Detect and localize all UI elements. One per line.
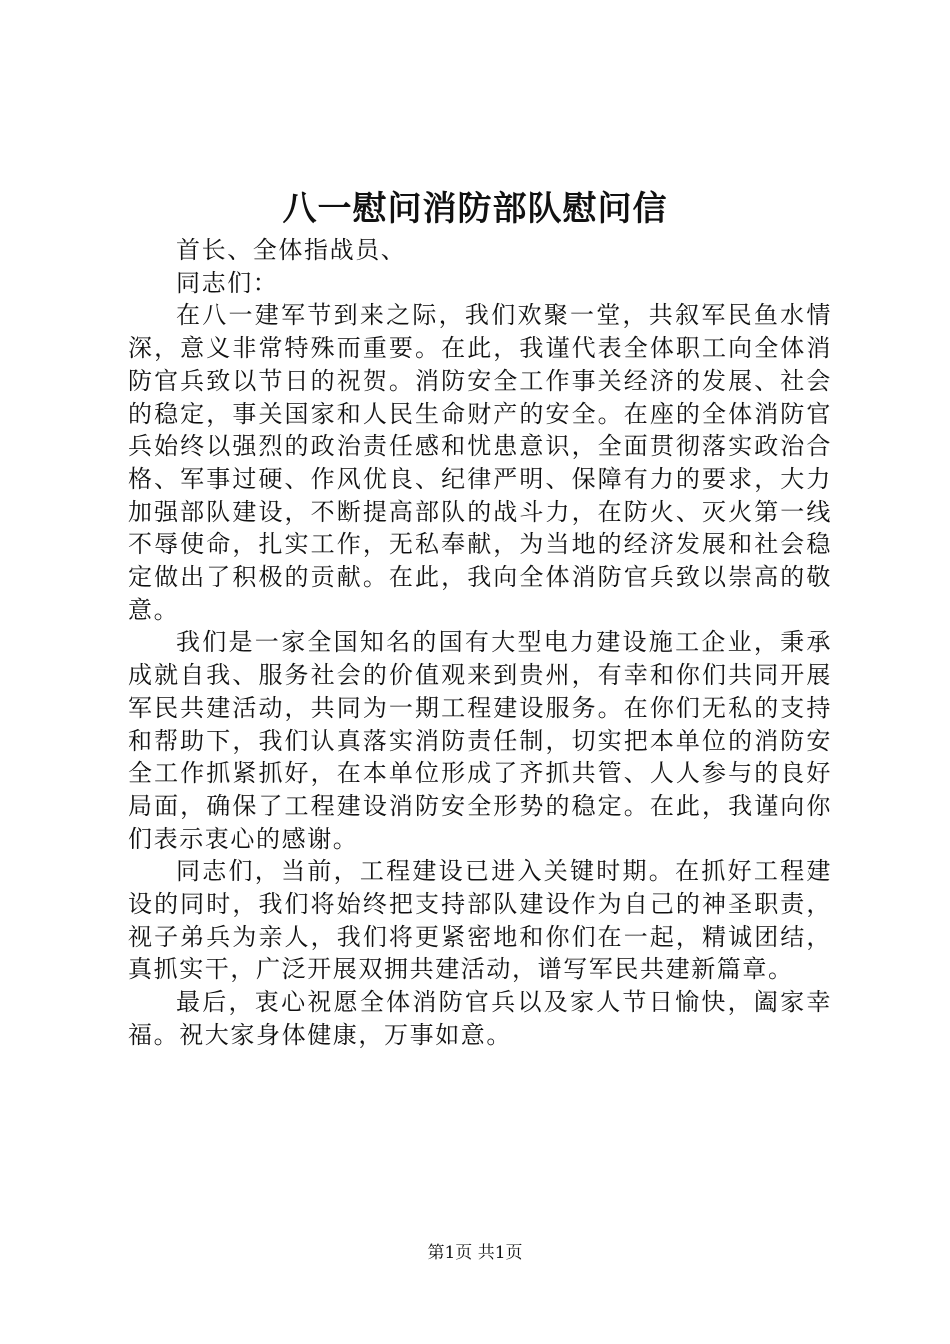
page-number-footer: 第1页 共1页 — [427, 1243, 523, 1263]
document-title: 八一慰问消防部队慰问信 — [282, 189, 668, 229]
document-body — [128, 234, 832, 1052]
salutation-line: 首长、全体指战员、 — [176, 236, 407, 264]
body-paragraph: 同志们，当前，工程建设已进入关键时期。在抓好工程建设的同时，我们将始终把支持部队建设作为自己的神圣职责，视子弟兵为亲人，我们将更紧密地和你们在一起，精诚团结，真抓实干，广泛开展双拥共建活动，谱写军民共建新篇章。 — [128, 857, 832, 984]
salutation-line: 同志们： — [176, 268, 279, 297]
body-paragraph: 最后，衷心祝愿全体消防官兵以及家人节日愉快，阖家幸福。祝大家身体健康，万事如意。 — [128, 988, 832, 1049]
body-paragraph: 我们是一家全国知名的国有大型电力建设施工企业，秉承成就自我、服务社会的价值观来到贵州，有幸和你们共同开展军民共建活动，共同为一期工程建设服务。在你们无私的支持和帮助下，我们认真落实消防责任制，切实把本单位的消防安全工作抓紧抓好，在本单位形成了齐抓共管、人人参与的良好局面，确保了工程建设消防安全形势的稳定。在此，我谨向你们表示衷心的感谢。 — [128, 628, 832, 853]
body-paragraph: 在八一建军节到来之际，我们欢聚一堂，共叙军民鱼水情深，意义非常特殊而重要。在此，我谨代表全体职工向全体消防官兵致以节日的祝贺。消防安全工作事关经济的发展、社会的稳定，事关国家和人民生命财产的安全。在座的全体消防官兵始终以强烈的政治责任感和忧患意识，全面贯彻落实政治合格、军事过硬、作风优良、纪律严明、保障有力的要求，大力加强部队建设，不断提高部队的战斗力，在防火、灭火第一线不辱使命，扎实工作，无私奉献，为当地的经济发展和社会稳定做出了积极的贡献。在此，我向全体消防官兵致以崇高的敬意。 — [128, 301, 832, 624]
